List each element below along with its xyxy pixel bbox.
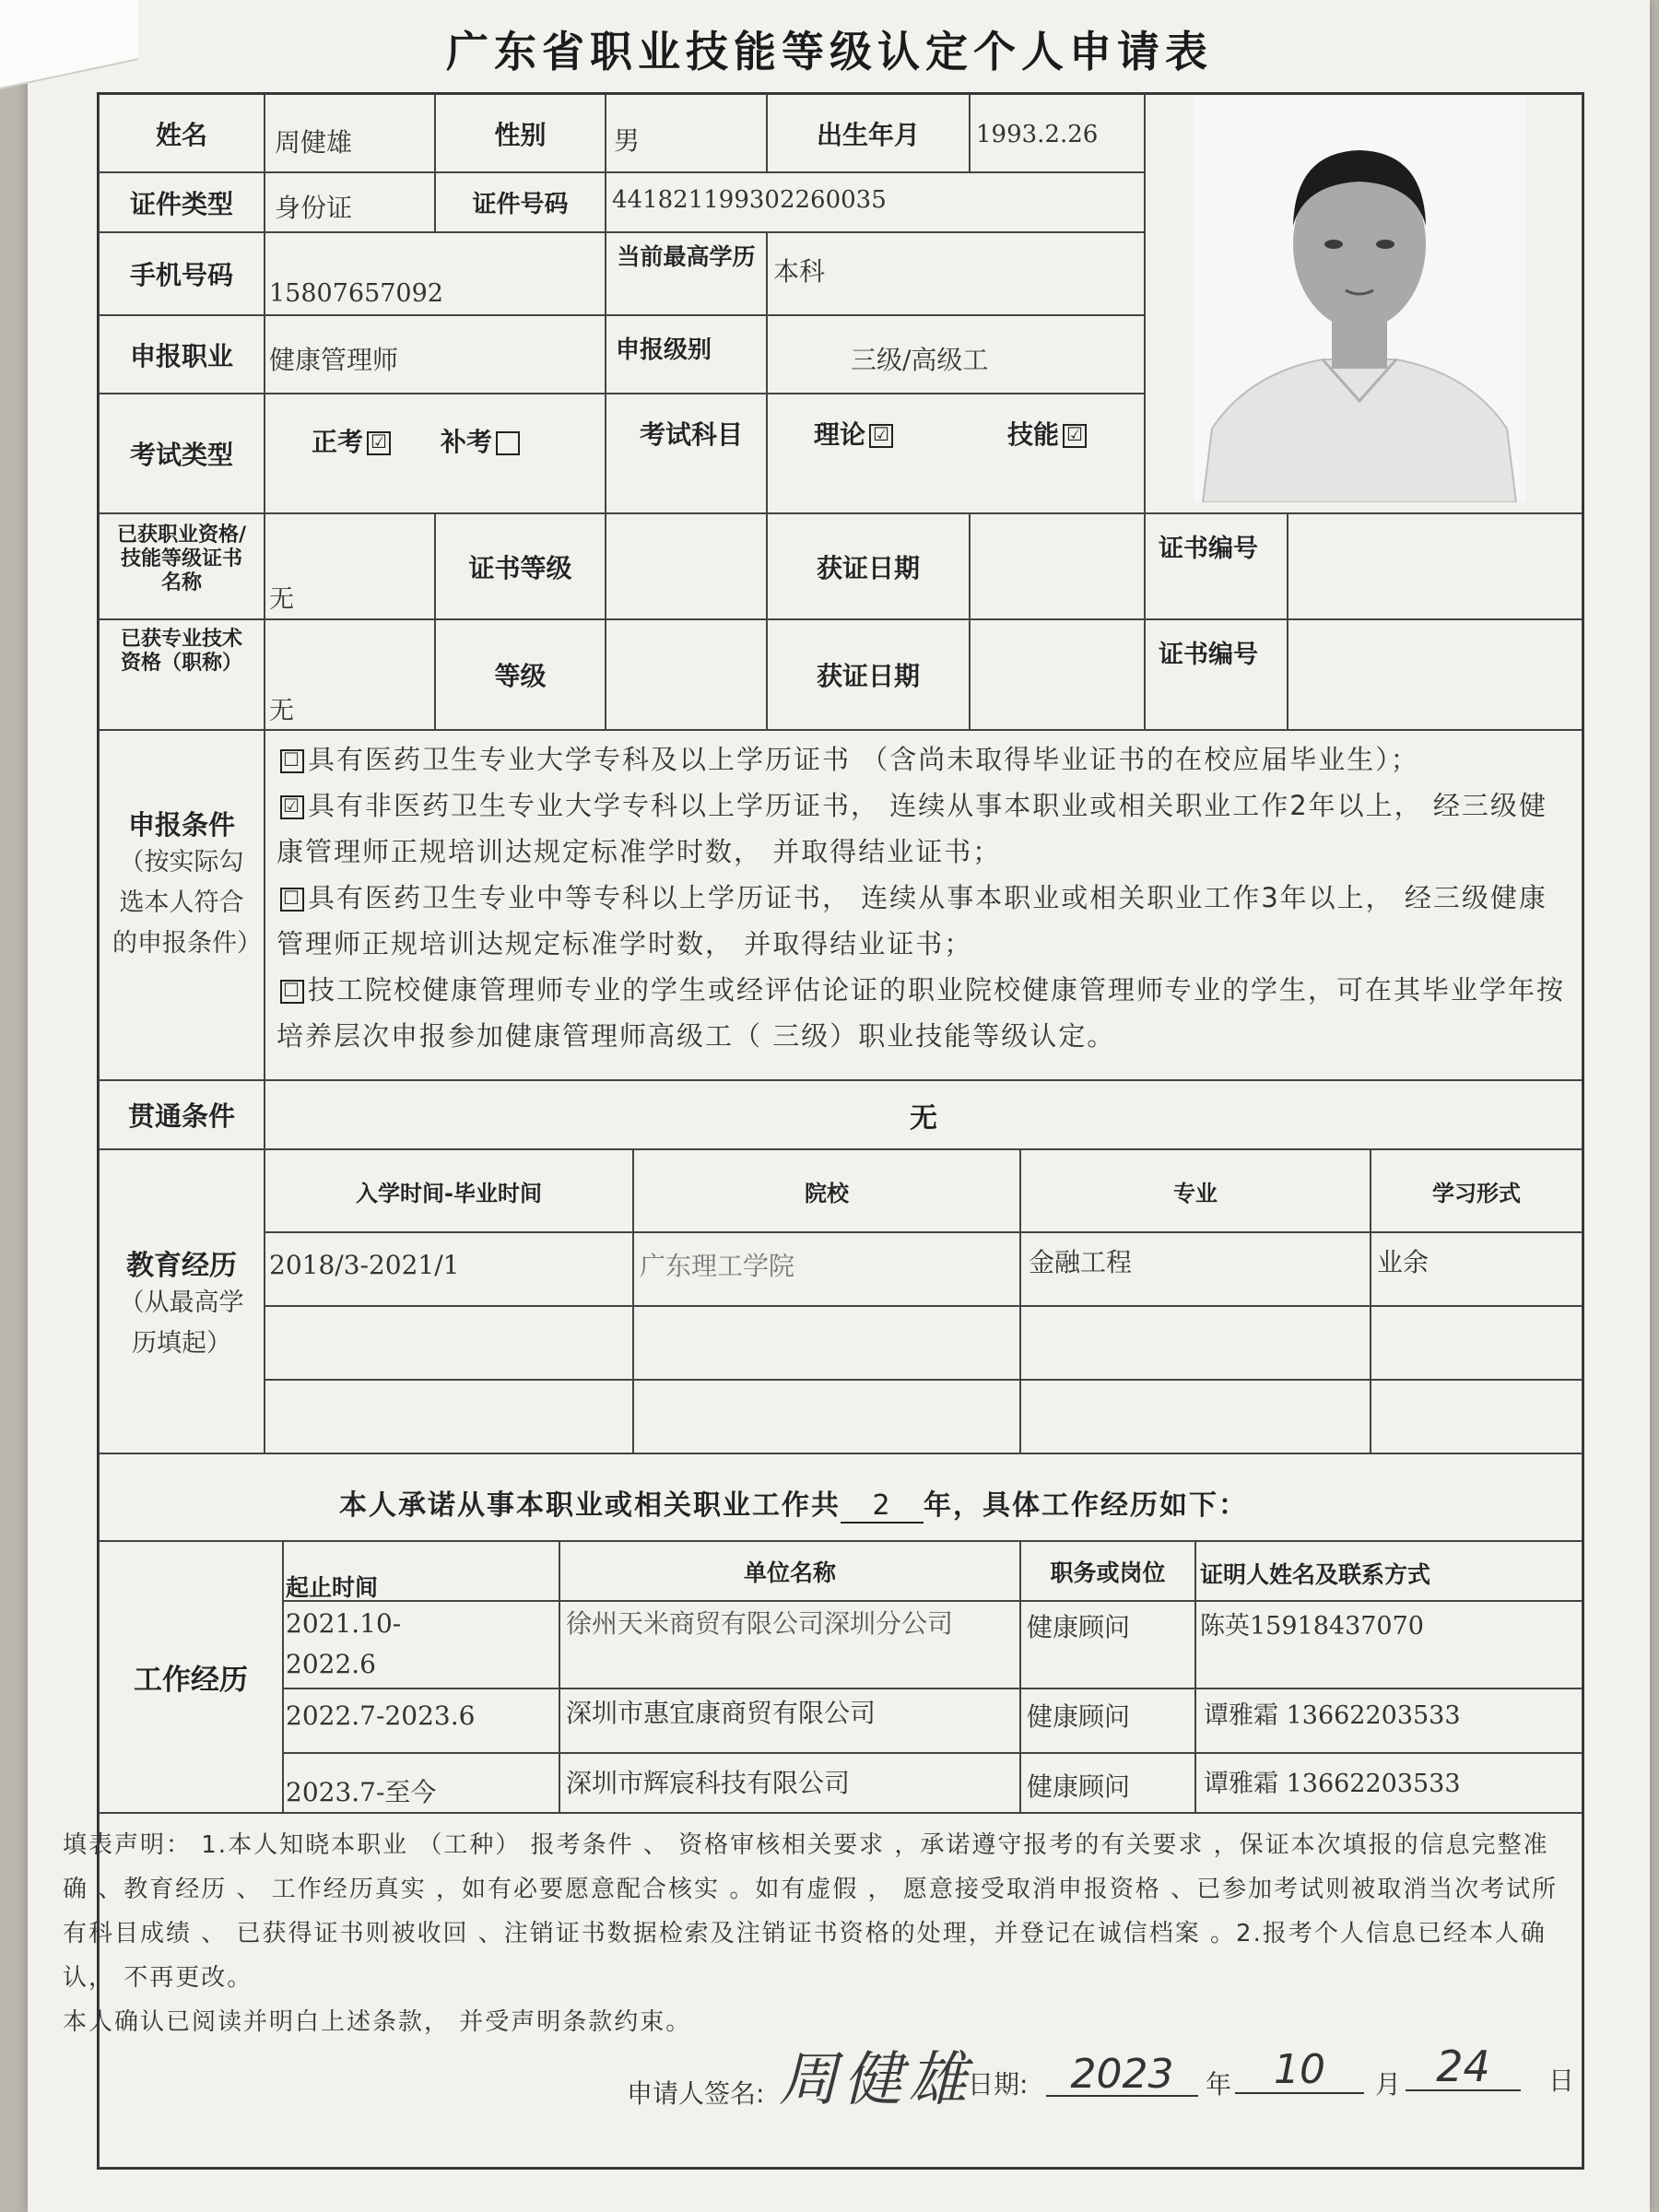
level-label: 申报级别 (606, 315, 767, 394)
id-type-cell (265, 172, 435, 232)
exam-skill-checkbox[interactable]: ☑ (1063, 424, 1087, 448)
exam-regular (312, 422, 394, 459)
form-title: 广东省职业技能等级认定个人申请表 (446, 27, 1213, 76)
gender-label: 性别 (435, 94, 606, 172)
exam-type-label: 考试类型 (99, 394, 265, 513)
tech-qual-cell (265, 619, 435, 730)
conditions-label: 申报条件 (127, 809, 235, 841)
through-label: 贯通条件 (99, 1080, 265, 1149)
grade-cell (606, 619, 767, 730)
table-row (1020, 1306, 1371, 1380)
work-header-company: 单位名称 (559, 1541, 1020, 1601)
table-row (559, 1688, 1020, 1753)
education-label: 当前最高学历 (606, 232, 767, 315)
condition-item (276, 875, 1572, 967)
table-row (1020, 1601, 1195, 1688)
work-header-reference: 证明人姓名及联系方式 (1195, 1541, 1583, 1601)
work-period: 2022.7-2023.6 (286, 1700, 476, 1731)
issue-date-cell (970, 513, 1145, 619)
table-row (559, 1601, 1020, 1688)
work-commit-row (99, 1453, 1583, 1541)
condition-checkbox[interactable]: ☑ (280, 795, 304, 819)
name-label: 姓名 (99, 94, 265, 172)
edu-major: 金融工程 (1029, 1247, 1133, 1277)
exam-makeup-checkbox[interactable] (496, 431, 520, 455)
sign-day: 24 (1406, 2041, 1521, 2091)
phone-value: 15807657092 (269, 279, 443, 308)
id-number-value: 441821199302260035 (612, 186, 887, 214)
table-row (1371, 1380, 1583, 1453)
sign-year: 2023 (1046, 2051, 1198, 2097)
exam-theory (814, 415, 897, 452)
work-position: 健康顾问 (1027, 1701, 1131, 1732)
birth-label: 出生年月 (767, 94, 970, 172)
signature-label: 申请人签名: (627, 2078, 765, 2109)
work-position: 健康顾问 (1027, 1771, 1131, 1802)
tech-qual-value: 无 (269, 697, 294, 725)
work-reference: 谭雅霜 13662203533 (1204, 1701, 1461, 1730)
exam-skill (1007, 415, 1090, 452)
exam-theory-label: 理论 (814, 419, 866, 450)
table-row (265, 1380, 633, 1453)
table-row (1371, 1306, 1583, 1380)
birth-value: 1993.2.26 (976, 121, 1099, 148)
table-row (265, 1306, 633, 1380)
id-type-label: 证件类型 (99, 172, 265, 232)
edu-header-major: 专业 (1020, 1149, 1371, 1232)
table-row (1371, 1232, 1583, 1306)
exam-skill-label: 技能 (1007, 419, 1060, 450)
table-row (265, 1232, 633, 1306)
portrait-image (1194, 97, 1525, 502)
condition-text: 具有医药卫生专业大学专科及以上学历证书 （含尚未取得毕业证书的在校应届毕业生）； (308, 744, 1419, 775)
exam-makeup (441, 422, 524, 459)
condition-checkbox[interactable]: ☐ (280, 888, 304, 912)
work-reference: 谭雅霜 13662203533 (1204, 1770, 1461, 1798)
applicant-photo (1194, 97, 1525, 502)
table-row (1195, 1601, 1583, 1688)
table-row (1020, 1688, 1195, 1753)
conditions-label-cell (99, 730, 265, 1080)
cert-no-cell (1288, 513, 1583, 619)
work-company: 深圳市辉宸科技有限公司 (566, 1768, 851, 1798)
condition-item (276, 967, 1572, 1059)
level-cell (767, 315, 1145, 394)
work-commit-years: 2 (841, 1489, 924, 1524)
condition-text: 具有非医药卫生专业大学专科以上学历证书， 连续从事本职业或相关职业工作2年以上， 经三级健康管理师正规培训达规定标准学时数， 并取得结业证书； (276, 790, 1547, 867)
cert-level-label: 证书等级 (435, 513, 606, 619)
table-row (559, 1753, 1020, 1813)
exam-regular-checkbox[interactable]: ☑ (367, 431, 391, 455)
edu-period: 2018/3-2021/1 (269, 1250, 460, 1280)
edu-header-period: 入学时间-毕业时间 (265, 1149, 633, 1232)
phone-cell (265, 232, 606, 315)
table-row (1020, 1232, 1371, 1306)
sign-day-unit: 日 (1548, 2065, 1575, 2096)
level-value: 三级/高级工 (851, 345, 989, 375)
education-value: 本科 (773, 256, 826, 287)
cert-no2-cell (1288, 619, 1583, 730)
conditions-cell (265, 730, 1583, 1080)
tech-qual-label: 已获专业技术资格（职称） (99, 619, 265, 730)
grade-label: 等级 (435, 619, 606, 730)
work-label: 工作经历 (99, 1541, 283, 1813)
gender-value: 男 (614, 125, 641, 156)
table-row (1195, 1688, 1583, 1753)
cert-level-cell (606, 513, 767, 619)
education-cell (767, 232, 1145, 315)
qual-cert-name-value: 无 (269, 585, 294, 614)
confirm-text: 本人确认已阅读并明白上述条款， 并受声明条款约束。 (63, 2008, 692, 2036)
condition-text: 具有医药卫生专业中等专科以上学历证书， 连续从事本职业或相关职业工作3年以上， 经三级健康管理师正规培训达规定标准学时数， 并取得结业证书； (276, 882, 1547, 959)
occupation-value: 健康管理师 (269, 345, 399, 375)
occupation-cell (265, 315, 606, 394)
qual-cert-name-label: 已获职业资格/技能等级证书名称 (99, 513, 265, 619)
conditions-note: （按实际勾选本人符合的申报条件） (112, 848, 262, 958)
name-value: 周健雄 (275, 127, 353, 158)
id-type-value: 身份证 (275, 193, 353, 223)
work-period: 2023.7-至今 (286, 1777, 437, 1807)
table-row (1020, 1380, 1371, 1453)
edu-label-cell (99, 1149, 265, 1453)
id-number-label: 证件号码 (435, 172, 606, 232)
table-row (1195, 1753, 1583, 1813)
condition-item (276, 782, 1572, 875)
table-row (283, 1601, 559, 1688)
phone-label: 手机号码 (99, 232, 265, 315)
issue-date-label: 获证日期 (767, 513, 970, 619)
sign-month-unit: 月 (1375, 2069, 1402, 2100)
work-company: 徐州天米商贸有限公司深圳分公司 (566, 1608, 954, 1639)
edu-mode: 业余 (1377, 1247, 1430, 1277)
edu-header-mode: 学习形式 (1371, 1149, 1583, 1232)
cert-no-label: 证书编号 (1145, 513, 1288, 619)
sign-month: 10 (1235, 2046, 1364, 2094)
condition-text: 技工院校健康管理师专业的学生或经评估论证的职业院校健康管理师专业的学生，可在其毕业学年按培养层次申报参加健康管理师高级工（ 三级）职业技能等级认定。 (276, 974, 1566, 1052)
id-number-cell (606, 172, 1145, 232)
occupation-label: 申报职业 (99, 315, 265, 394)
exam-subject-cell (767, 394, 1145, 513)
edu-header-school: 院校 (633, 1149, 1020, 1232)
table-row (633, 1232, 1020, 1306)
exam-makeup-label: 补考 (441, 427, 493, 457)
work-commit-suffix: 年，具体工作经历如下： (924, 1489, 1248, 1522)
edu-school: 广东理工学院 (640, 1251, 795, 1281)
signature-name: 周健雄 (779, 2046, 972, 2114)
exam-theory-checkbox[interactable]: ☑ (869, 424, 893, 448)
cert-no2-label: 证书编号 (1145, 619, 1288, 730)
sign-year-unit: 年 (1206, 2069, 1232, 2100)
work-company: 深圳市惠宜康商贸有限公司 (566, 1698, 877, 1728)
condition-checkbox[interactable]: ☐ (280, 749, 304, 773)
through-value: 无 (265, 1080, 1583, 1149)
declaration-text: 填表声明： 1.本人知晓本职业 （工种） 报考条件 、 资格审核相关要求 ，承诺遵守报考的有关要求 ，保证本次填报的信息完整准确 、教育经历 、 工作经历真实 ，如有必要愿意配合核实 。如有虚假 ， 愿意接受取消申报资格 、已参加考试则被取消当次考试所有科目成绩 、 已获得证书则被收回 、注销证书数据检索及注销证书资格的处理，并登记在诚信档案 。2.报考个人信息已经本人确认， 不再更改。 (63, 1831, 1559, 1992)
table-row (1020, 1753, 1195, 1813)
table-row (633, 1306, 1020, 1380)
exam-regular-label: 正考 (312, 427, 364, 457)
work-commit-prefix: 本人承诺从事本职业或相关职业工作共 (339, 1489, 841, 1522)
work-period: 2021.10-2022.6 (286, 1608, 402, 1679)
work-position: 健康顾问 (1027, 1612, 1131, 1642)
issue-date2-cell (970, 619, 1145, 730)
table-row (283, 1688, 559, 1753)
work-header-period: 起止时间 (283, 1541, 559, 1601)
work-header-position: 职务或岗位 (1020, 1541, 1195, 1601)
issue-date2-label: 获证日期 (767, 619, 970, 730)
qual-cert-name-cell (265, 513, 435, 619)
date-label: 日期: (968, 2069, 1029, 2100)
work-commit (339, 1482, 1248, 1524)
condition-item (276, 736, 1572, 782)
edu-note: （从最高学历填起） (119, 1288, 244, 1358)
birth-cell (970, 94, 1145, 172)
exam-subject-label: 考试科目 (606, 394, 767, 513)
condition-checkbox[interactable]: ☐ (280, 980, 304, 1004)
name-cell (265, 94, 435, 172)
work-reference: 陈英15918437070 (1200, 1612, 1424, 1641)
edu-label: 教育经历 (126, 1250, 237, 1282)
table-row (283, 1753, 559, 1813)
gender-cell (606, 94, 767, 172)
exam-type-cell (265, 394, 606, 513)
table-row (633, 1380, 1020, 1453)
